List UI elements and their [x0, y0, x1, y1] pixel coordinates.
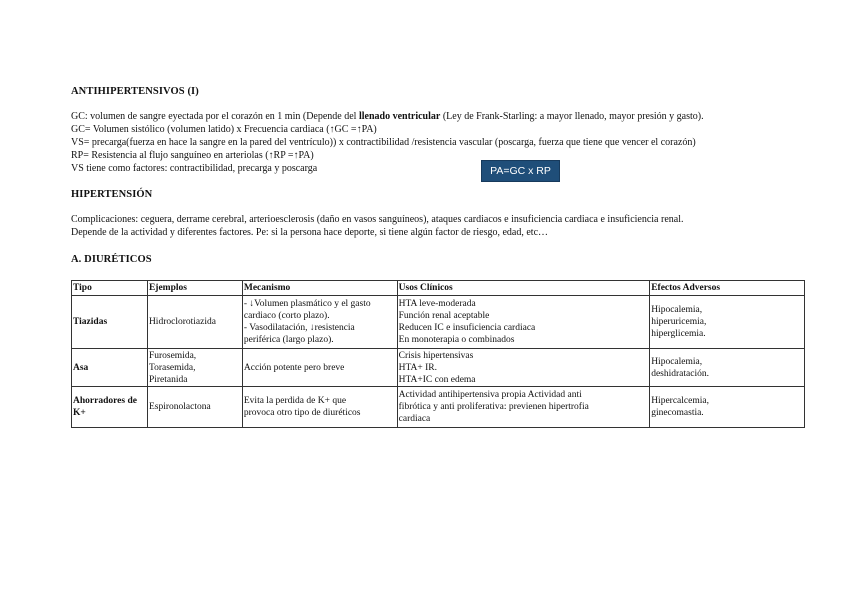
cell-line: HTA leve-moderada: [398, 299, 476, 309]
cell-line: Piretanida: [148, 374, 188, 385]
cell-mecanismo: [242, 349, 397, 387]
vs-factors: VS tiene como factores: contractibilidad, precarga y poscarga: [71, 163, 318, 174]
gc-text-pre: GC: volumen de sangre eyectada por el corazón en 1 min (Depende del: [71, 111, 359, 122]
hipertension-line-1: Complicaciones: ceguera, derrame cerebral, arterioesclerosis (daño en vasos sanguíneos), ataques cardiacos e insuficiencia cardiaca e insuficiencia renal.: [71, 214, 684, 225]
cell-line: - Vasodilatación, ↓resistencia: [243, 323, 355, 333]
cell-line: Acción potente pero breve: [243, 362, 345, 373]
cell-line: periférica (largo plazo).: [243, 335, 334, 345]
header-usos: Usos Clínicos: [397, 281, 650, 296]
cell-line: hiperglicemia.: [651, 329, 706, 339]
gc-formula-line: GC= Volumen sistólico (volumen latido) x Frecuencia cardiaca (↑GC =↑PA): [71, 124, 377, 135]
cell-usos: [397, 296, 650, 349]
table-row: [72, 296, 805, 349]
cell-tipo: Tiazidas: [72, 296, 148, 349]
cell-line: provoca otro tipo de diuréticos: [243, 408, 361, 418]
diureticos-table: [71, 280, 805, 428]
cell-efectos: [650, 387, 805, 428]
cell-line: Evita la perdida de K+ que: [243, 396, 347, 406]
cell-line: Actividad antihipertensiva propia Actividad anti: [398, 390, 582, 400]
cell-line: Crisis hipertensivas: [398, 350, 474, 361]
cell-line: cardiaco (corto plazo).: [243, 311, 330, 321]
cell-line: Hipocalemia,: [651, 305, 703, 315]
cell-usos: [397, 387, 650, 428]
cell-tipo: Asa: [72, 349, 148, 387]
cell-line: Hipercalcemia,: [651, 396, 709, 406]
cell-line: - ↓Volumen plasmático y el gasto: [243, 299, 371, 309]
cell-line: fibrótica y anti proliferativa: previenen hipertrofia: [398, 402, 589, 412]
header-tipo: Tipo: [72, 281, 148, 296]
cell-ejemplos: [147, 349, 242, 387]
cell-line: HTA+IC con edema: [398, 374, 476, 385]
cell-tipo: [72, 387, 148, 428]
gc-text-bold: llenado ventricular: [358, 111, 441, 122]
cell-efectos: [650, 296, 805, 349]
rp-definition: RP= Resistencia al flujo sanguíneo en arteriolas (↑RP =↑PA): [71, 150, 314, 161]
cell-line: En monoterapia o combinados: [398, 335, 515, 345]
cell-line: Reducen IC e insuficiencia cardiaca: [398, 323, 536, 333]
cell-line: Función renal aceptable: [398, 311, 490, 321]
formula-box: PA=GC x RP: [481, 160, 560, 182]
cell-ejemplos: [147, 387, 242, 428]
cell-line: Hipocalemia,: [651, 356, 703, 367]
cell-line: Hidroclorotiazida: [148, 317, 216, 327]
hipertension-line-2: Depende de la actividad y diferentes factores. Pe: si la persona hace deporte, si tiene algún factor de riesgo, edad, etc…: [71, 227, 549, 238]
cell-line: cardiaca: [398, 414, 431, 424]
header-mecanismo: Mecanismo: [242, 281, 397, 296]
cell-usos: [397, 349, 650, 387]
cell-line: K+: [73, 408, 86, 418]
cell-ejemplos: [147, 296, 242, 349]
cell-line: deshidratación.: [651, 368, 709, 379]
cell-efectos: [650, 349, 805, 387]
gc-definition: [71, 111, 704, 122]
cell-line: HTA+ IR.: [398, 362, 438, 373]
table-header-row: [72, 281, 805, 296]
vs-definition: VS= precarga(fuerza en hace la sangre en la pared del ventrículo)) x contractibilidad /resistencia vascular (poscarga, fuerza que tiene que vencer el corazón): [71, 137, 696, 148]
gc-text-post: (Ley de Frank-Starling: a mayor llenado, mayor presión y gasto).: [440, 111, 704, 122]
hipertension-title: HIPERTENSIÓN: [71, 189, 153, 200]
cell-line: Ahorradores de: [73, 396, 137, 406]
header-efectos: Efectos Adversos: [650, 281, 805, 296]
diureticos-title: A. DIURÉTICOS: [71, 254, 152, 265]
cell-line: Furosemida,: [148, 350, 197, 361]
table-row: [72, 349, 805, 387]
cell-line: hiperuricemia,: [651, 317, 707, 327]
cell-mecanismo: [242, 296, 397, 349]
cell-mecanismo: [242, 387, 397, 428]
cell-line: Espironolactona: [148, 402, 211, 412]
cell-line: Torasemida,: [148, 362, 196, 373]
header-ejemplos: Ejemplos: [147, 281, 242, 296]
page-title: ANTIHIPERTENSIVOS (I): [71, 86, 199, 97]
cell-line: ginecomastia.: [651, 408, 704, 418]
table-row: [72, 387, 805, 428]
